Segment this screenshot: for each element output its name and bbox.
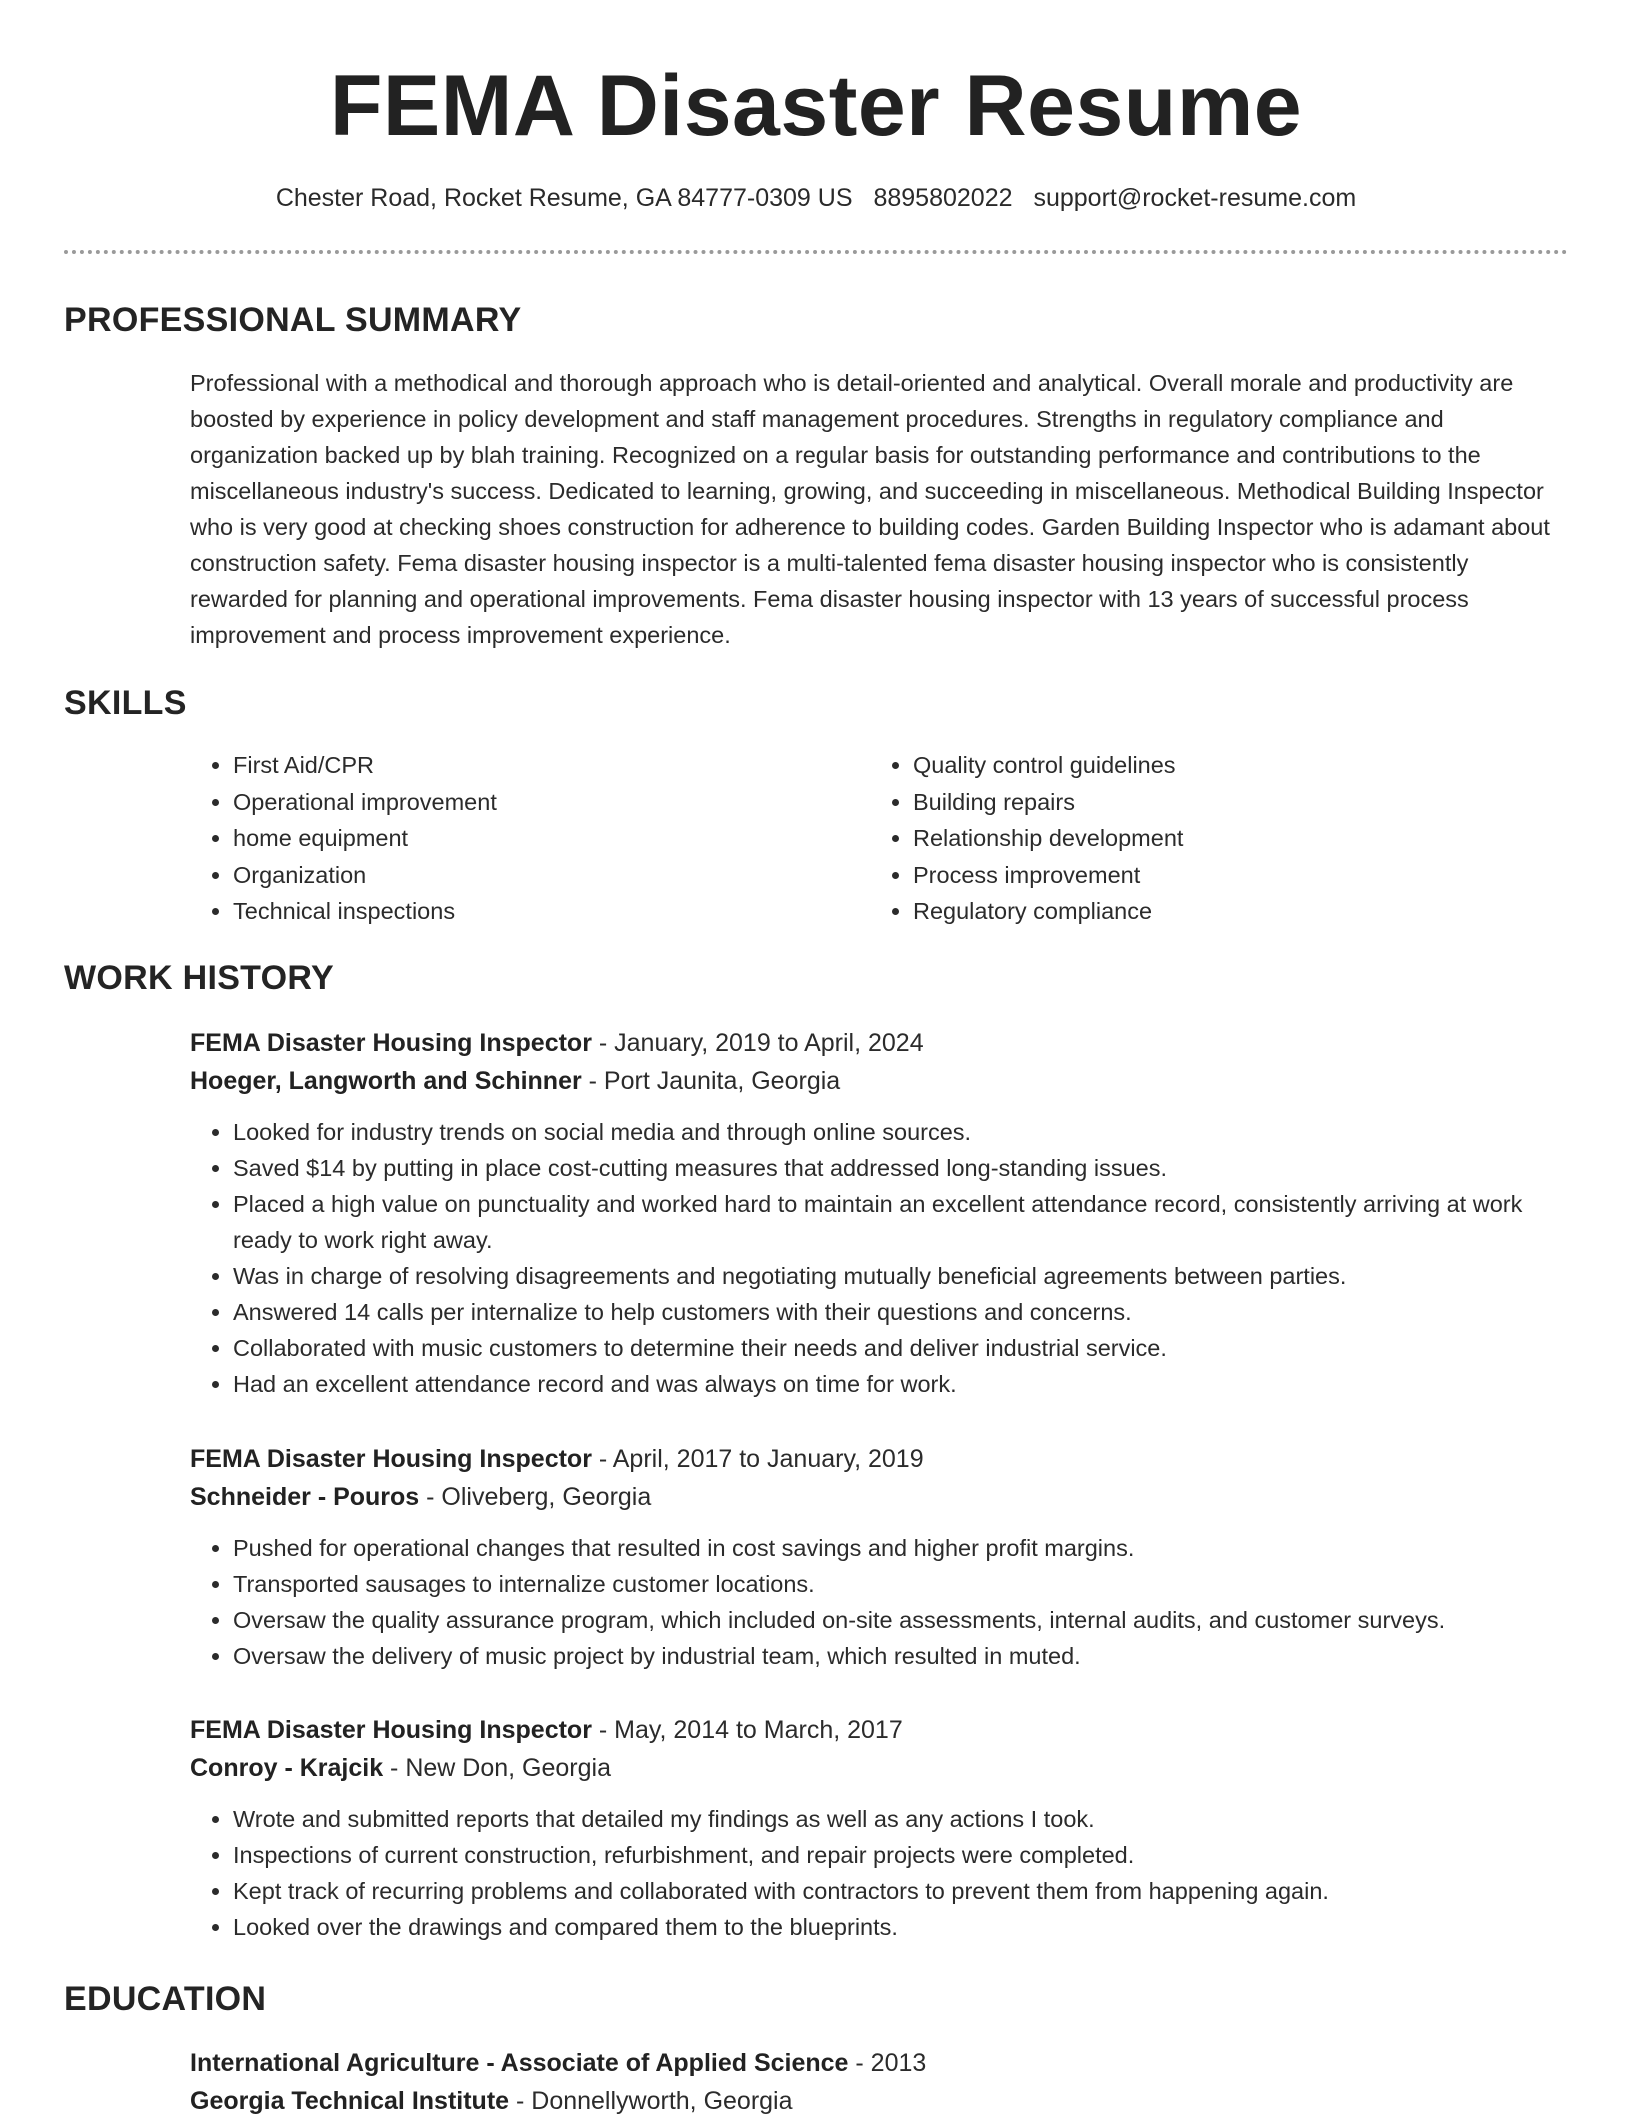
skill-item: • Process improvement bbox=[913, 857, 1553, 894]
contact-line bbox=[0, 180, 1632, 216]
contact-phone: 8895802022 bbox=[873, 184, 1013, 212]
skills-heading: SKILLS bbox=[64, 684, 187, 722]
skill-item: • Quality control guidelines bbox=[913, 747, 1553, 784]
summary-text: Professional with a methodical and thorough approach who is detail-oriented and analytical. Overall morale and productivity are boosted by experience in policy development and staff management procedures. Strengths in regulatory compliance and organization backed up by blah training. Recognized on a regular basis for outstanding performance and contributions to the miscellaneous industry's success. Dedicated to learning, growing, and succeeding in miscellaneous. Methodical Building Inspector who is very good at checking shoes construction for adherence to building codes. Garden Building Inspector who is adamant about construction safety. Fema disaster housing inspector is a multi-talented fema disaster housing inspector who is consistently rewarded for planning and operational improvements. Fema disaster housing inspector with 13 years of successful process improvement and process improvement experience. bbox=[190, 370, 1550, 648]
education-degree-line bbox=[190, 2044, 1580, 2082]
job-title: FEMA Disaster Housing Inspector bbox=[190, 1029, 592, 1057]
education-school-line bbox=[190, 2082, 1580, 2120]
job-title-line bbox=[190, 1024, 1580, 1062]
education-degree: International Agriculture - Associate of Applied Science bbox=[190, 2049, 849, 2077]
job-bullet: • Kept track of recurring problems and collaborated with contractors to prevent them from happening again. bbox=[233, 1873, 1580, 1909]
skills-list-left bbox=[190, 747, 853, 930]
job-bullet: • Answered 14 calls per internalize to help customers with their questions and concerns. bbox=[233, 1294, 1580, 1330]
job-bullet: • Collaborated with music customers to determine their needs and deliver industrial service. bbox=[233, 1330, 1580, 1366]
job-company: Hoeger, Langworth and Schinner bbox=[190, 1067, 582, 1095]
job-company-line bbox=[190, 1749, 1580, 1787]
education-year: - 2013 bbox=[848, 2049, 927, 2077]
education-heading: EDUCATION bbox=[64, 1980, 267, 2018]
job-entry bbox=[190, 1711, 1580, 1945]
job-company-line bbox=[190, 1478, 1580, 1516]
job-bullets bbox=[190, 1801, 1580, 1945]
job-company: Schneider - Pouros bbox=[190, 1483, 420, 1511]
skill-item: • Organization bbox=[233, 857, 853, 894]
job-bullet: • Transported sausages to internalize customer locations. bbox=[233, 1566, 1580, 1602]
job-bullet: • Had an excellent attendance record and was always on time for work. bbox=[233, 1366, 1580, 1402]
job-bullets bbox=[190, 1114, 1580, 1402]
skill-item: • Building repairs bbox=[913, 784, 1553, 821]
job-entry bbox=[190, 1024, 1580, 1402]
job-bullet: • Oversaw the quality assurance program, which included on-site assessments, internal audits, and customer surveys. bbox=[233, 1602, 1580, 1638]
skills-list-right bbox=[870, 747, 1553, 930]
work-history-heading: WORK HISTORY bbox=[64, 959, 334, 997]
education-school: Georgia Technical Institute bbox=[190, 2087, 510, 2115]
job-bullet: • Looked over the drawings and compared them to the blueprints. bbox=[233, 1909, 1580, 1945]
contact-address: Chester Road, Rocket Resume, GA 84777-0309 US bbox=[275, 184, 853, 212]
contact-email: support@rocket-resume.com bbox=[1033, 184, 1357, 212]
summary-heading: PROFESSIONAL SUMMARY bbox=[64, 301, 522, 339]
skill-item: • Operational improvement bbox=[233, 784, 853, 821]
skill-item: • First Aid/CPR bbox=[233, 747, 853, 784]
job-location: - New Don, Georgia bbox=[383, 1754, 611, 1782]
job-entry bbox=[190, 1440, 1580, 1674]
job-bullet: • Was in charge of resolving disagreements and negotiating mutually beneficial agreements between parties. bbox=[233, 1258, 1580, 1294]
job-dates: - April, 2017 to January, 2019 bbox=[591, 1445, 924, 1473]
skill-item: • home equipment bbox=[233, 820, 853, 857]
job-title-line bbox=[190, 1440, 1580, 1478]
skill-item: • Regulatory compliance bbox=[913, 893, 1553, 930]
job-bullet: • Looked for industry trends on social media and through online sources. bbox=[233, 1114, 1580, 1150]
job-location: - Port Jaunita, Georgia bbox=[581, 1067, 841, 1095]
skill-item: • Relationship development bbox=[913, 820, 1553, 857]
job-dates: - May, 2014 to March, 2017 bbox=[591, 1716, 903, 1744]
resume-title: FEMA Disaster Resume bbox=[329, 58, 1303, 154]
job-title: FEMA Disaster Housing Inspector bbox=[190, 1445, 592, 1473]
education-location: - Donnellyworth, Georgia bbox=[509, 2087, 793, 2115]
job-bullets bbox=[190, 1530, 1580, 1674]
job-bullet: • Pushed for operational changes that resulted in cost savings and higher profit margins. bbox=[233, 1530, 1580, 1566]
job-bullet: • Inspections of current construction, refurbishment, and repair projects were completed. bbox=[233, 1837, 1580, 1873]
job-dates: - January, 2019 to April, 2024 bbox=[591, 1029, 924, 1057]
job-company-line bbox=[190, 1062, 1580, 1100]
job-title-line bbox=[190, 1711, 1580, 1749]
skill-item: • Technical inspections bbox=[233, 893, 853, 930]
education-entry bbox=[190, 2044, 1580, 2120]
job-bullet: • Wrote and submitted reports that detailed my findings as well as any actions I took. bbox=[233, 1801, 1580, 1837]
job-title: FEMA Disaster Housing Inspector bbox=[190, 1716, 592, 1744]
job-bullet: • Saved $14 by putting in place cost-cutting measures that addressed long-standing issues. bbox=[233, 1150, 1580, 1186]
job-bullet: • Placed a high value on punctuality and worked hard to maintain an excellent attendance record, consistently arriving at work ready to work right away. bbox=[233, 1186, 1580, 1258]
header-divider bbox=[64, 250, 1568, 254]
job-location: - Oliveberg, Georgia bbox=[419, 1483, 652, 1511]
job-company: Conroy - Krajcik bbox=[190, 1754, 384, 1782]
job-bullet: • Oversaw the delivery of music project by industrial team, which resulted in muted. bbox=[233, 1638, 1580, 1674]
